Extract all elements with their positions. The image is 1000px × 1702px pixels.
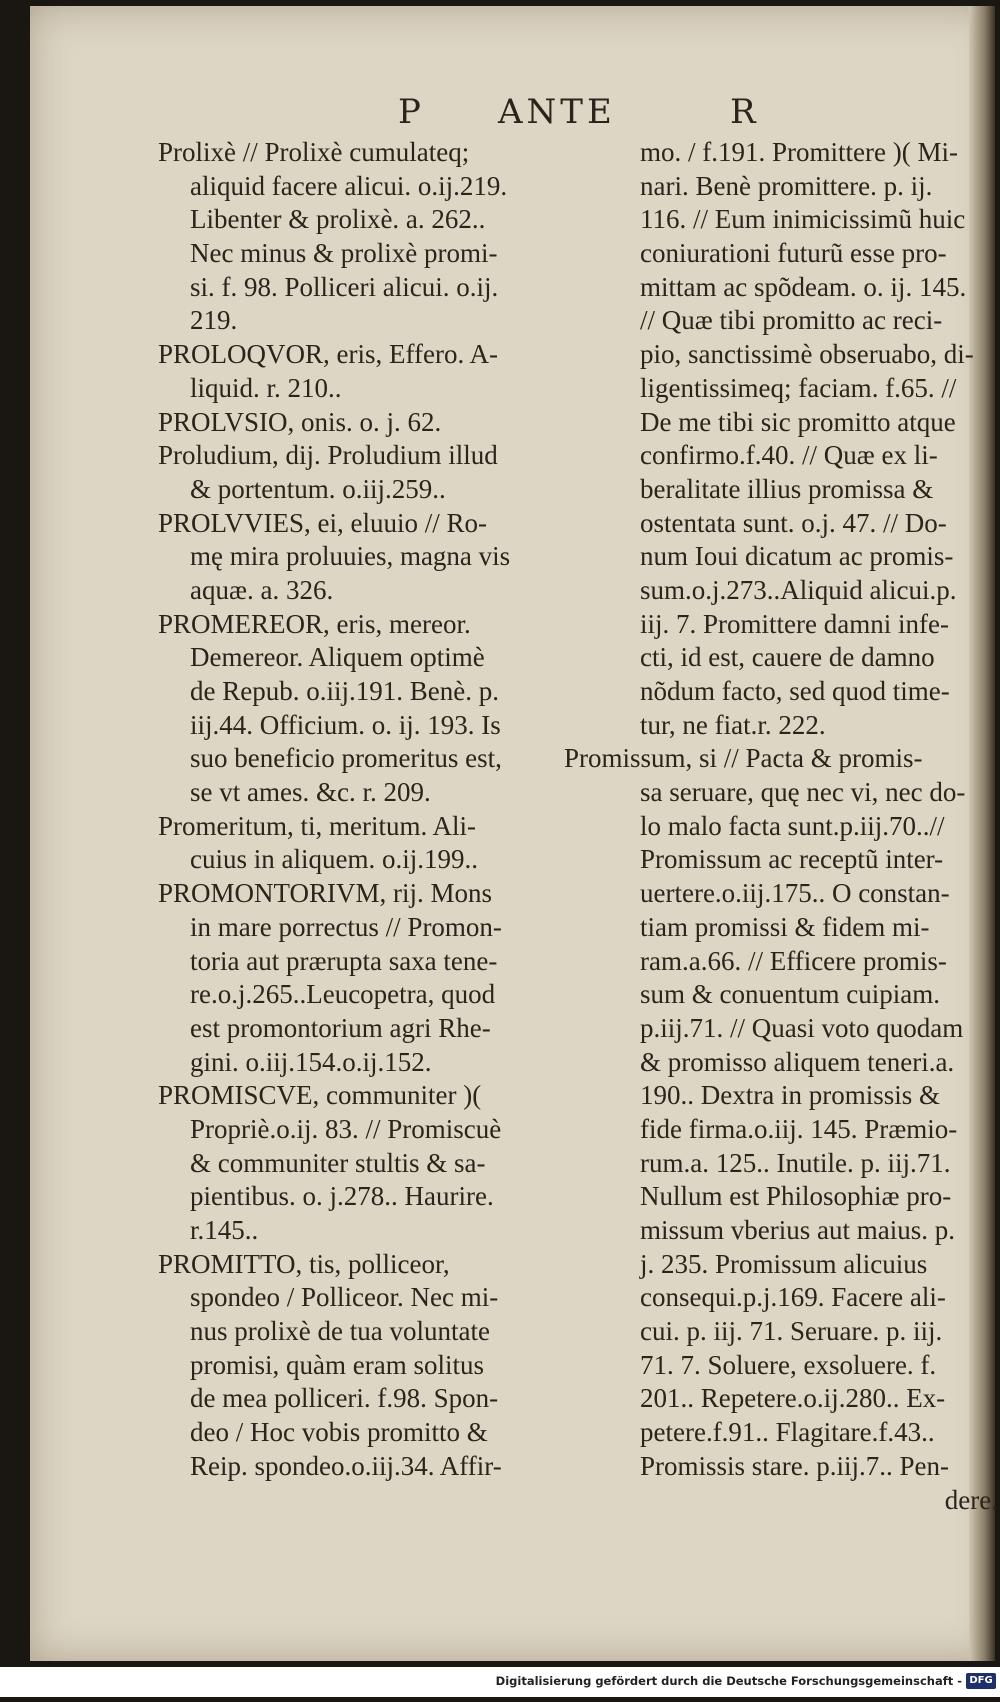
- text-line: deo / Hoc vobis promitto &: [190, 1417, 488, 1448]
- text-line: Reip. spondeo.o.iij.34. Affir-: [190, 1450, 502, 1481]
- text-line: fide firma.o.iij. 145. Præmio-: [640, 1113, 958, 1144]
- text-line: toria aut prærupta saxa tene-: [190, 945, 498, 976]
- text-line: & communiter stultis & sa-: [190, 1147, 486, 1178]
- text-line: ostentata sunt. o.j. 47. // Do-: [640, 507, 947, 538]
- text-line: Demereor. Aliquem optimè: [190, 642, 485, 673]
- text-line: PROLVVIES, ei, eluuio // Ro-: [158, 507, 488, 538]
- text-line: mo. / f.191. Promittere )( Mi-: [640, 137, 958, 167]
- text-line: liquid. r. 210..: [190, 372, 342, 403]
- text-line: cti, id est, cauere de damno: [640, 642, 935, 673]
- text-line: iij.44. Officium. o. ij. 193. Is: [190, 709, 501, 740]
- text-line: De me tibi sic promitto atque: [640, 406, 956, 437]
- text-line: r.145..: [190, 1215, 259, 1245]
- text-line: p.iij.71. // Quasi voto quodam: [640, 1012, 964, 1043]
- text-line: de Repub. o.iij.191. Benè. p.: [190, 676, 499, 706]
- text-line: PROLOQVOR, eris, Effero. A-: [158, 339, 498, 370]
- text-line: & promisso aliquem teneri.a.: [640, 1046, 955, 1077]
- text-line: pientibus. o. j.278.. Haurire.: [190, 1181, 494, 1212]
- text-line: iij. 7. Promittere damni infe-: [640, 608, 949, 639]
- text-line: se vt ames. &c. r. 209.: [190, 777, 431, 808]
- text-line: est promontorium agri Rhe-: [190, 1012, 491, 1043]
- text-line: sa seruare, quę nec vi, nec do-: [640, 777, 966, 808]
- text-line: aliquid facere alicui. o.ij.219.: [190, 170, 508, 201]
- text-line: j. 235. Promissum alicuius: [640, 1248, 928, 1279]
- text-line: gini. o.iij.154.o.ij.152.: [190, 1046, 432, 1077]
- dfg-logo-icon: DFG: [966, 1673, 996, 1689]
- right-text-column: [564, 136, 998, 1517]
- text-line: re.o.j.265..Leucopetra, quod: [190, 979, 496, 1010]
- header-letter-right: R: [730, 92, 760, 132]
- text-line: Prolixè // Prolixè cumulateq;: [158, 137, 470, 167]
- text-line: petere.f.91.. Flagitare.f.43..: [640, 1417, 935, 1448]
- text-line: PROMISCVE, communiter )(: [158, 1080, 482, 1111]
- text-line: ram.a.66. // Efficere promis-: [640, 945, 947, 976]
- text-line: si. f. 98. Polliceri alicui. o.ij.: [190, 271, 499, 302]
- text-line: tur, ne fiat.r. 222.: [640, 709, 826, 740]
- left-text-column: [158, 136, 598, 1484]
- text-line: cuius in aliquem. o.ij.199..: [190, 844, 478, 875]
- text-line: Nullum est Philosophiæ pro-: [640, 1181, 952, 1212]
- text-line: coniurationi futurũ esse pro-: [640, 238, 947, 269]
- page-header: [30, 92, 995, 136]
- header-center-word: ANTE: [498, 92, 616, 132]
- text-line: missum vberius aut maius. p.: [640, 1215, 955, 1245]
- text-line: tiam promissi & fidem mi-: [640, 911, 930, 942]
- text-line: sum & conuentum cuipiam.: [640, 979, 940, 1010]
- text-line: & portentum. o.iij.259..: [190, 473, 446, 504]
- text-line: spondeo / Polliceor. Nec mi-: [190, 1282, 499, 1313]
- text-line: consequi.p.j.169. Facere ali-: [640, 1282, 946, 1313]
- text-line: suo beneficio promeritus est,: [190, 743, 502, 774]
- text-line: promisi, quàm eram solitus: [190, 1349, 484, 1380]
- text-line: num Ioui dicatum ac promis-: [640, 541, 954, 572]
- text-line: PROMEREOR, eris, mereor.: [158, 608, 471, 639]
- book-page: [30, 6, 998, 1661]
- text-line: sum.o.j.273..Aliquid alicui.p.: [640, 574, 957, 605]
- text-line: mę mira proluuies, magna vis: [190, 541, 511, 572]
- text-line: 71. 7. Soluere, exsoluere. f.: [640, 1349, 937, 1380]
- header-letter-left: P: [398, 92, 425, 132]
- text-line: 190.. Dextra in promissis &: [640, 1080, 940, 1111]
- text-line: Promissum ac receptũ inter-: [640, 844, 944, 875]
- text-line: de mea polliceri. f.98. Spon-: [190, 1383, 499, 1414]
- text-line: PROMONTORIVM, rij. Mons: [158, 878, 493, 909]
- text-line: uertere.o.iij.175.. O constan-: [640, 878, 950, 909]
- text-line: confirmo.f.40. // Quæ ex li-: [640, 440, 938, 471]
- text-line: nõdum facto, sed quod time-: [640, 676, 950, 706]
- text-line: Nec minus & prolixè promi-: [190, 238, 498, 269]
- digitization-footer: [0, 1667, 1000, 1697]
- text-line: in mare porrectus // Promon-: [190, 911, 502, 942]
- footer-credit-text: Digitalisierung gefördert durch die Deutsche Forschungsgemeinschaft -: [495, 1674, 962, 1688]
- text-line: Proludium, dij. Proludium illud: [158, 440, 498, 471]
- text-line: beralitate illius promissa &: [640, 473, 934, 504]
- text-line: ligentissimeq; faciam. f.65. //: [640, 372, 957, 403]
- text-line: 116. // Eum inimicissimũ huic: [640, 204, 966, 235]
- text-line: lo malo facta sunt.p.iij.70..//: [640, 810, 945, 841]
- text-line: pio, sanctissimè obseruabo, di-: [640, 339, 974, 370]
- text-line: dere.: [944, 1484, 998, 1515]
- text-line: Promissis stare. p.iij.7.. Pen-: [640, 1450, 949, 1481]
- text-line: Propriè.o.ij. 83. // Promiscuè: [190, 1113, 502, 1144]
- text-line: PROMITTO, tis, polliceor,: [158, 1248, 450, 1279]
- text-line: cui. p. iij. 71. Seruare. p. iij.: [640, 1316, 943, 1347]
- text-line: rum.a. 125.. Inutile. p. iij.71.: [640, 1147, 951, 1178]
- text-line: PROLVSIO, onis. o. j. 62.: [158, 406, 442, 437]
- text-line: 219.: [190, 305, 238, 336]
- text-line: aquæ. a. 326.: [190, 574, 334, 605]
- text-line: nari. Benè promittere. p. ij.: [640, 170, 933, 201]
- text-line: Promeritum, ti, meritum. Ali-: [158, 810, 476, 841]
- text-line: Promissum, si // Pacta & promis-: [564, 743, 923, 774]
- text-line: Libenter & prolixè. a. 262..: [190, 204, 486, 235]
- text-line: nus prolixè de tua voluntate: [190, 1316, 490, 1347]
- text-line: mittam ac spõdeam. o. ij. 145.: [640, 271, 967, 302]
- text-line: 201.. Repetere.o.ij.280.. Ex-: [640, 1383, 946, 1414]
- text-line: // Quæ tibi promitto ac reci-: [640, 305, 943, 336]
